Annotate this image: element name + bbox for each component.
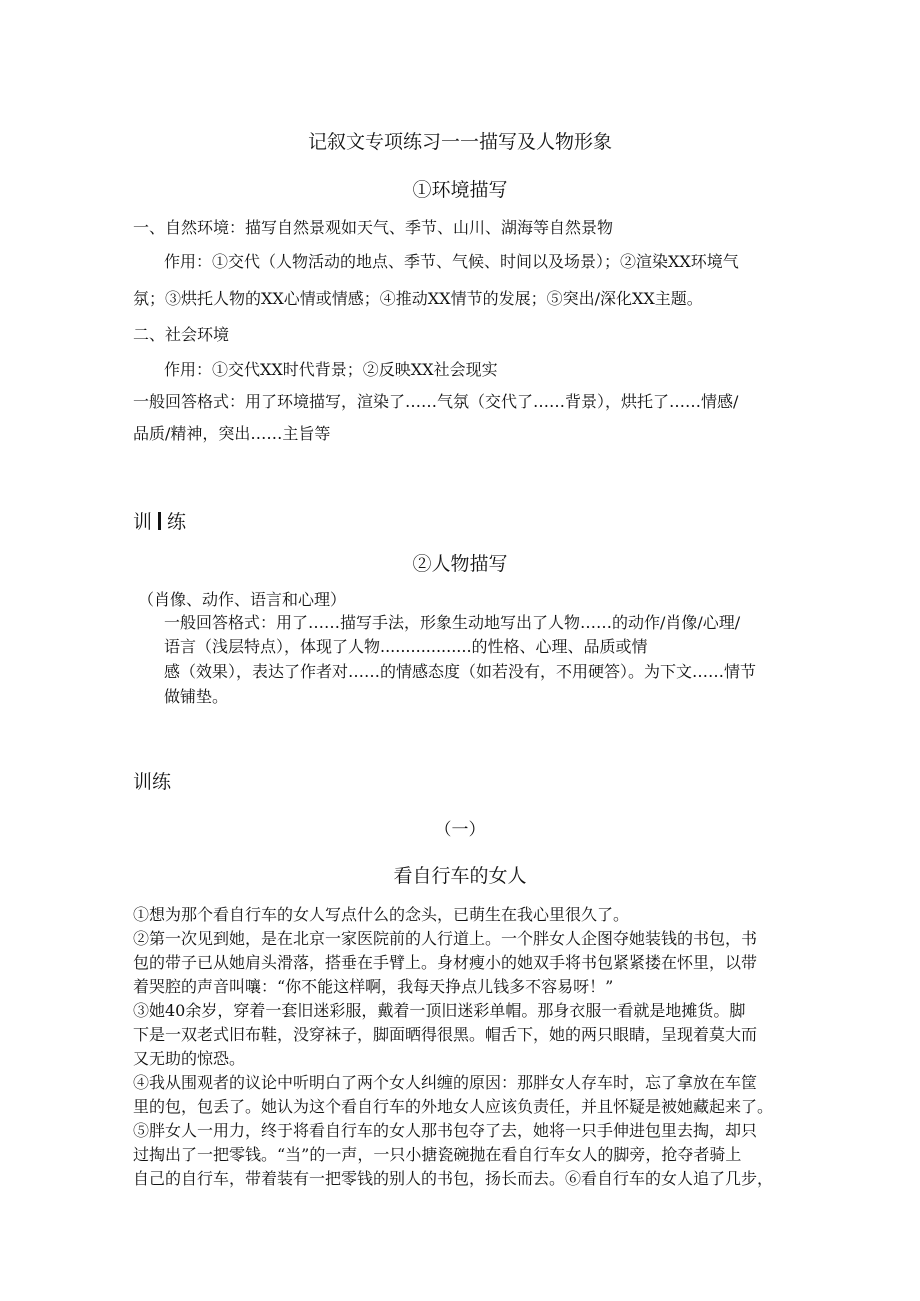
character-format-line-2: 语言（浅层特点），体现了人物..................的性格、心理、品质或情 (164, 637, 648, 656)
character-types-line: （肖像、动作、语言和心理） (138, 590, 347, 609)
story-line: 包的带子已从她肩头滑落，搭垂在手臂上。身材瘦小的她双手将书包紧紧搂在怀里，以带 (133, 953, 758, 972)
character-format-line-1: 一般回答格式：用了……描写手法，形象生动地写出了人物……的动作/肖像/心理/ (164, 613, 741, 632)
story-title: 看自行车的女人 (393, 865, 527, 887)
story-line: ①想为那个看自行车的女人写点什么的念头，已萌生在我心里很久了。 (133, 905, 630, 924)
story-line: 下是一双老式旧布鞋，没穿袜子，脚面晒得很黑。帽舌下，她的两只眼睛，呈现着莫大而 (133, 1025, 758, 1044)
training-heading-2: 训练 (133, 771, 172, 793)
natural-effect-line-2: 氛；③烘托人物的XX心情或情感；④推动XX情节的发展；⑤突出/深化XX主题。 (133, 289, 703, 308)
character-format-line-4: 做铺垫。 (164, 687, 229, 706)
story-line: 着哭腔的声音叫嚷：“你不能这样啊，我每天挣点儿钱多不容易呀！” (133, 977, 614, 996)
environment-format-line-1: 一般回答格式：用了环境描写，渲染了……气氛（交代了……背景），烘托了……情感/ (133, 392, 739, 411)
story-line: ②第一次见到她，是在北京一家医院前的人行道上。一个胖女人企图夺她装钱的书包，书 (133, 929, 758, 948)
natural-effect-line-1: 作用：①交代（人物活动的地点、季节、气候、时间以及场景）；②渲染XX环境气 (164, 252, 739, 271)
social-environment-line: 二、社会环境 (133, 325, 230, 344)
training-char-right: 练 (167, 511, 187, 533)
story-line: 又无助的惊恐。 (133, 1049, 246, 1068)
training-heading-1 (133, 510, 186, 534)
story-line: ④我从围观者的议论中听明白了两个女人纠缠的原因：那胖女人存车时，忘了拿放在车筐 (133, 1073, 758, 1092)
story-line: ⑤胖女人一用力，终于将看自行车的女人那书包夺了去，她将一只手伸进包里去掏，却只 (133, 1121, 758, 1140)
character-format-line-3: 感（效果），表达了作者对……的情感态度（如若没有，不用硬答）。为下文……情节 (164, 662, 757, 681)
document-title: 记叙文专项练习一一描写及人物形象 (307, 131, 612, 153)
training-char-left: 训 (133, 511, 153, 533)
natural-environment-line: 一、自然环境：描写自然景观如天气、季节、山川、湖海等自然景物 (133, 218, 614, 237)
story-line: 里的包，包丢了。她认为这个看自行车的外地女人应该负责任，并且怀疑是被她藏起来了。 (133, 1097, 774, 1116)
bar-mark (158, 512, 161, 530)
story-number: （一） (434, 820, 486, 840)
environment-format-line-2: 品质/精神，突出……主旨等 (133, 424, 331, 443)
social-effect-line: 作用：①交代XX时代背景；②反映XX社会现实 (164, 360, 498, 379)
story-line: ③她40余岁，穿着一套旧迷彩服，戴着一顶旧迷彩单帽。那身衣服一看就是地摊货。脚 (133, 1001, 746, 1020)
section-heading-character: ②人物描写 (412, 553, 508, 575)
section-heading-environment: ①环境描写 (412, 179, 508, 201)
story-line: 过掏出了一把零钱。“当”的一声，一只小搪瓷碗抛在看自行车女人的脚旁，抢夺者骑上 (133, 1145, 742, 1164)
story-line: 自己的自行车，带着装有一把零钱的别人的书包，扬长而去。⑥看自行车的女人追了几步， (133, 1169, 774, 1188)
